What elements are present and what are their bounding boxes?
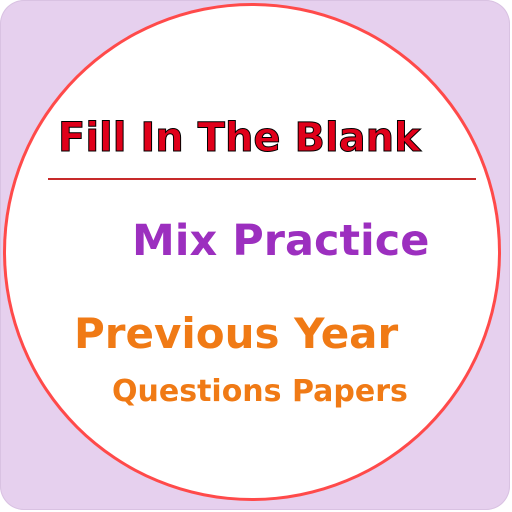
white-circle-badge <box>6 6 498 498</box>
previous-year-label: Previous Year <box>74 309 399 358</box>
title-fill-in-the-blank: Fill In The Blank <box>58 115 421 161</box>
title-underline <box>48 178 476 180</box>
mix-practice-label: Mix Practice <box>132 216 430 266</box>
questions-papers-label: Questions Papers <box>112 374 408 409</box>
